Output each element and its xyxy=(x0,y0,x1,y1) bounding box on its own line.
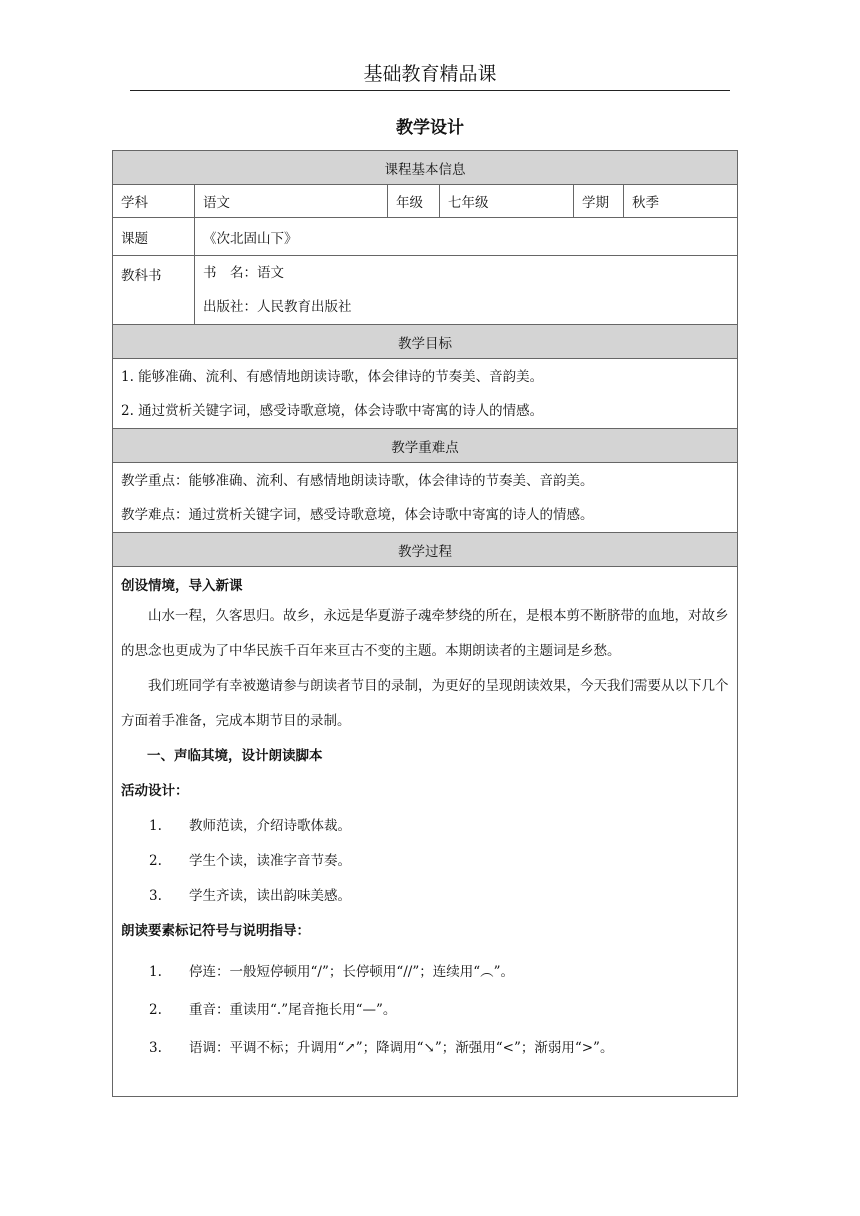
subject-label: 学科 xyxy=(113,185,195,218)
intro-heading: 创设情境，导入新课 xyxy=(121,578,243,594)
term-value: 秋季 xyxy=(624,185,738,218)
topic-label: 课题 xyxy=(113,218,195,256)
term-label: 学期 xyxy=(574,185,624,218)
page-title: 教学设计 xyxy=(396,118,464,138)
grade-label: 年级 xyxy=(388,185,440,218)
symbol-item: 3. 语调：平调不标；升调用“↗”；降调用“↘”；渐强用“<”；渐弱用“>”。 xyxy=(149,1040,614,1056)
intro-paragraph: 我们班同学有幸被邀请参与朗读者节目的录制，为更好的呈现朗读效果，今天我们需要从以下几个方面着手准备，完成本期节目的录制。 xyxy=(121,678,729,729)
symbol-item: 1. 停连：一般短停顿用“/”；长停顿用“//”；连续用“︵”。 xyxy=(149,964,515,980)
topic-value: 《次北固山下》 xyxy=(195,218,738,256)
section-process: 教学过程 xyxy=(113,533,738,567)
key-point: 教学重点：能够准确、流利、有感情地朗读诗歌，体会律诗的节奏美、音韵美。 xyxy=(121,472,594,489)
goal-item: 1. 能够准确、流利、有感情地朗读诗歌，体会律诗的节奏美、音韵美。 xyxy=(121,368,544,385)
textbook-publisher: 出版社：人民教育出版社 xyxy=(203,299,352,315)
activity-heading: 活动设计： xyxy=(121,783,189,799)
textbook-label: 教科书 xyxy=(113,256,195,325)
subject-value: 语文 xyxy=(195,185,388,218)
part1-heading: 一、声临其境，设计朗读脚本 xyxy=(147,748,323,764)
activity-item: 2. 学生个读，读准字音节奏。 xyxy=(149,853,351,869)
section-basic-info: 课程基本信息 xyxy=(113,151,738,185)
symbols-heading: 朗读要素标记符号与说明指导： xyxy=(121,923,310,939)
grade-value: 七年级 xyxy=(440,185,574,218)
goal-item: 2. 通过赏析关键字词，感受诗歌意境，体会诗歌中寄寓的诗人的情感。 xyxy=(121,402,544,419)
activity-item: 1. 教师范读，介绍诗歌体裁。 xyxy=(149,818,351,834)
symbol-item: 2. 重音：重读用“.”尾音拖长用“—”。 xyxy=(149,1002,397,1018)
lesson-design-table xyxy=(112,150,738,1097)
activity-item: 3. 学生齐读，读出韵味美感。 xyxy=(149,888,351,904)
textbook-name: 书 名：语文 xyxy=(203,265,284,281)
intro-paragraph: 山水一程，久客思归。故乡，永远是华夏游子魂牵梦绕的所在，是根本剪不断脐带的血地，对故乡的思念也更成为了中华民族千百年来亘古不变的主题。本期朗读者的主题词是乡愁。 xyxy=(121,608,729,659)
section-goals: 教学目标 xyxy=(113,325,738,359)
difficult-point: 教学难点：通过赏析关键字词，感受诗歌意境，体会诗歌中寄寓的诗人的情感。 xyxy=(121,506,594,523)
process-content xyxy=(113,567,738,1097)
page-header: 基础教育精品课 xyxy=(130,60,730,91)
section-keypoints: 教学重难点 xyxy=(113,429,738,463)
